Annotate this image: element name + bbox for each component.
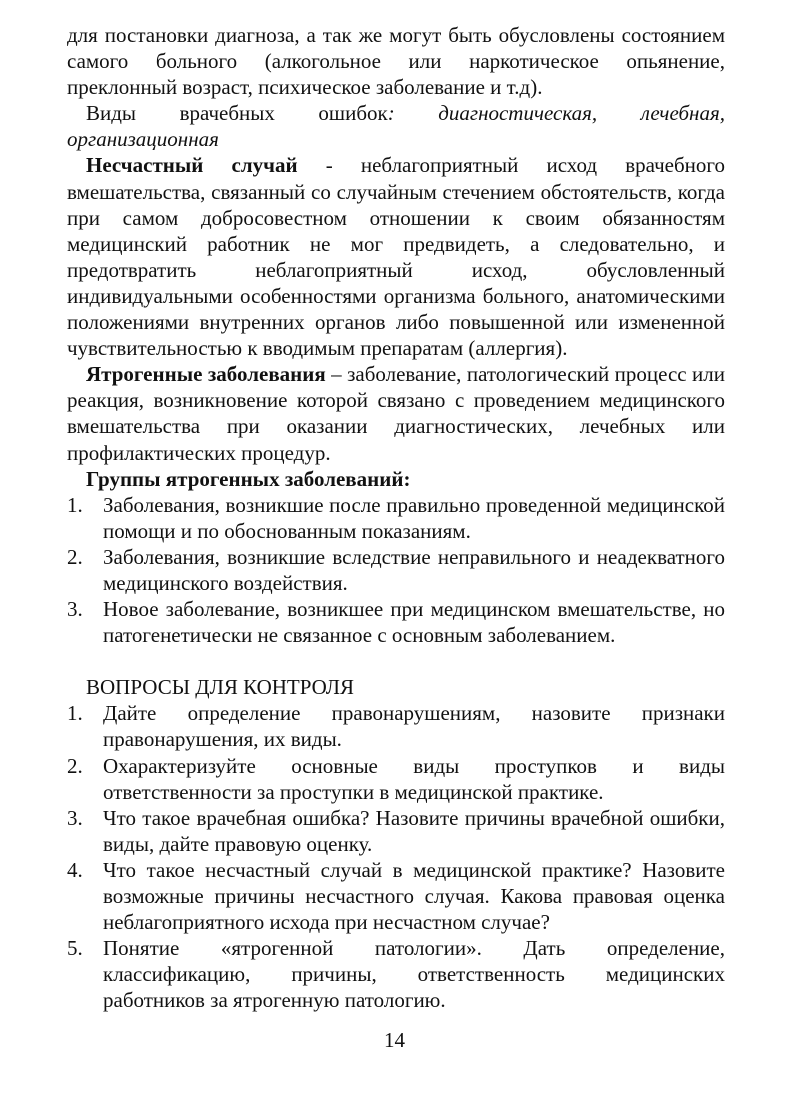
error-types-items: диагностическая, лечебная, организационная [67, 101, 725, 152]
list-item [67, 805, 725, 857]
questions-heading: ВОПРОСЫ ДЛЯ КОНТРОЛЯ [86, 675, 355, 700]
list-item-text: Заболевания, возникшие вследствие неправильного и неадекватного медицинского воздействия. [103, 544, 725, 595]
list-item-text: Что такое врачебная ошибка? Назовите причины врачебной ошибки, виды, дайте правовую оценку. [103, 805, 725, 856]
list-item-number: 2. [67, 544, 83, 569]
iatrogenic-definition: – заболевание, патологический процесс или реакция, возникновение которой связано с проведением медицинского вмешательства при оказании диагностических, лечебных или профилактических процедур. [67, 362, 725, 465]
list-item [67, 935, 725, 1013]
list-item [67, 492, 725, 544]
list-item [67, 700, 725, 752]
list-item-number: 1. [67, 701, 83, 726]
error-types-separator: : [387, 101, 439, 126]
error-types-label: Виды врачебных ошибок [86, 101, 388, 126]
list-item-number: 3. [67, 597, 83, 622]
page-number: 14 [384, 1028, 405, 1052]
list-item-number: 2. [67, 753, 83, 778]
groups-heading: Группы ятрогенных заболеваний: [86, 466, 411, 491]
error-types-paragraph [67, 100, 725, 152]
intro-paragraph: для постановки диагноза, а так же могут быть обусловлены состоянием самого больного (алкогольное или наркотическое опьянение, преклонный возраст, психическое заболевание и т.д). [67, 23, 725, 100]
list-item-text: Охарактеризуйте основные виды проступков и виды ответственности за проступки в медицинской практике. [103, 753, 725, 804]
list-item-text: Новое заболевание, возникшее при медицинском вмешательстве, но патогенетически не связанное с основным заболеванием. [103, 597, 725, 648]
accident-definition: - неблагоприятный исход врачебного вмешательства, связанный со случайным стечением обстоятельств, когда при самом добросовестном отношении к своим обязанностям медицинский работник не мог предвидеть, а следовательно, и предотвратить неблагоприятный исход, обусловленный индивидуальными особенностями организма больного, анатомическими положениями внутренних органов либо повышенной или измененной чувствительностью к вводимым препаратам (аллергия). [67, 153, 725, 361]
list-item-text: Понятие «ятрогенной патологии». Дать определение, классификацию, причины, ответственность медицинских работников за ятрогенную патологию. [103, 936, 725, 1013]
list-item-text: Заболевания, возникшие после правильно проведенной медицинской помощи и по обоснованным показаниям. [103, 492, 725, 543]
list-item-number: 5. [67, 936, 83, 961]
accident-paragraph [67, 152, 725, 361]
iatrogenic-paragraph [67, 361, 725, 465]
list-item [67, 596, 725, 648]
list-item [67, 753, 725, 805]
list-item [67, 544, 725, 596]
groups-list [67, 492, 725, 649]
list-item-text: Что такое несчастный случай в медицинской практике? Назовите возможные причины несчастного случая. Какова правовая оценка неблагоприятного исхода при несчастном случае? [103, 857, 725, 935]
document-page [67, 22, 725, 1013]
accident-term: Несчастный случай [86, 153, 298, 178]
questions-list [67, 700, 725, 1013]
list-item-number: 1. [67, 492, 83, 517]
list-item-number: 4. [67, 857, 83, 882]
list-item-text: Дайте определение правонарушениям, назовите признаки правонарушения, их виды. [103, 701, 725, 752]
iatrogenic-term: Ятрогенные заболевания [86, 362, 326, 387]
list-item [67, 857, 725, 935]
list-item-number: 3. [67, 805, 83, 830]
